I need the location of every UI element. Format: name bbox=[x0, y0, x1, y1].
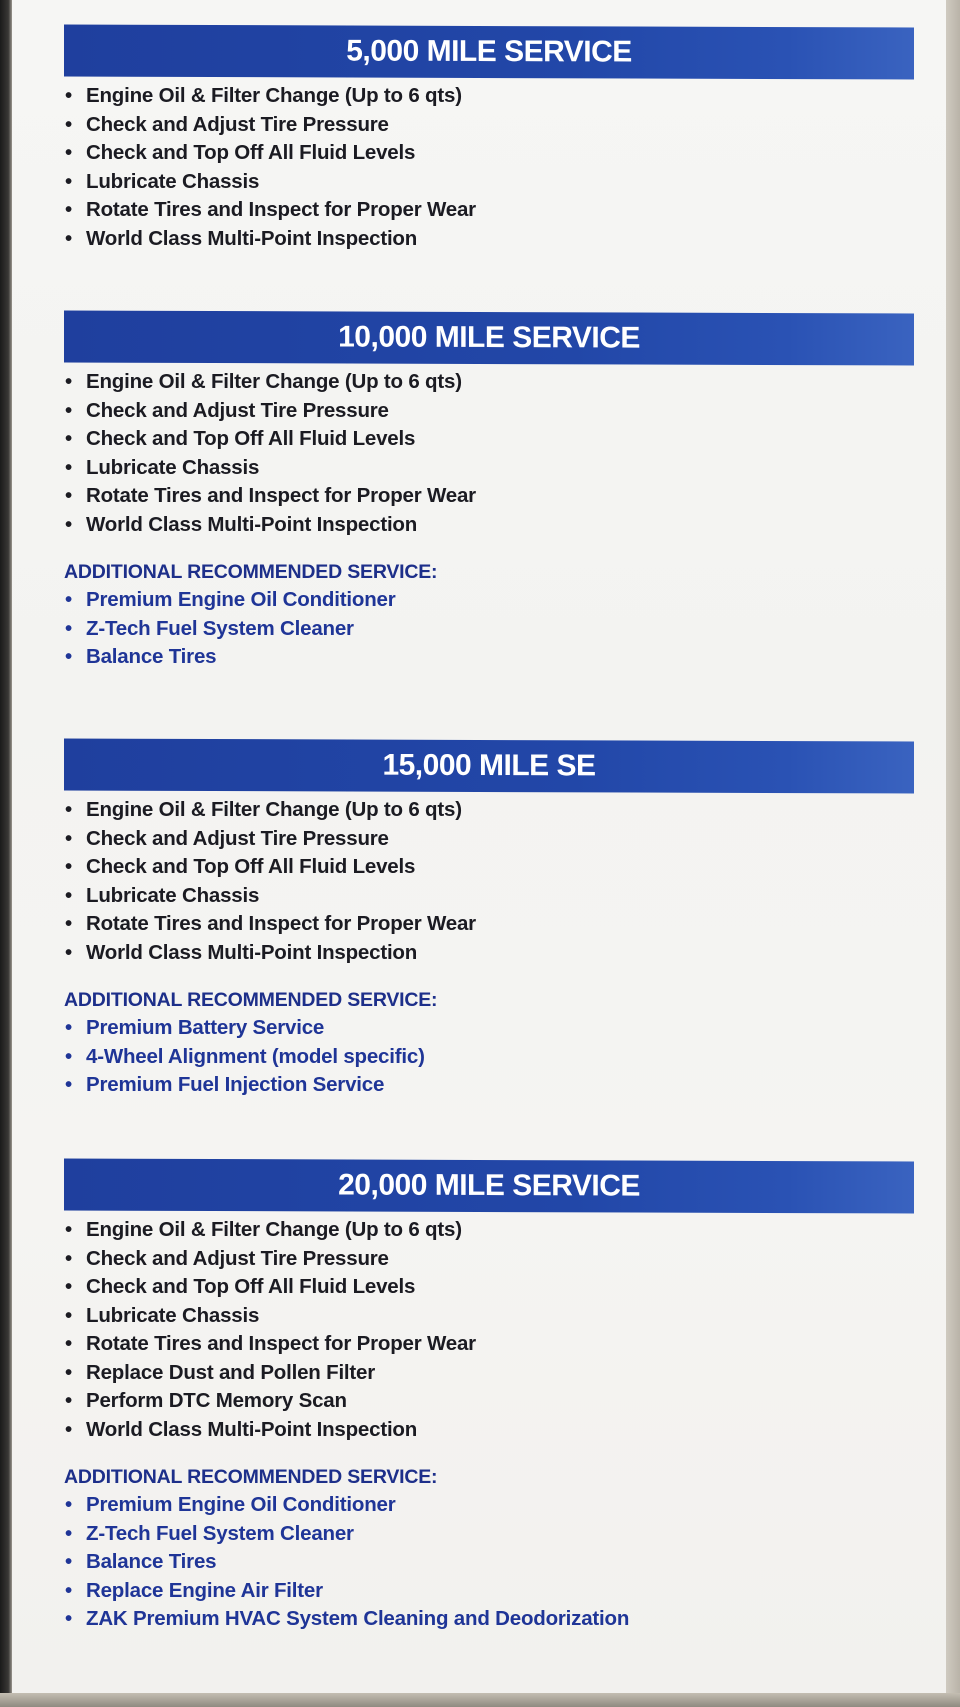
list-item: • Check and Top Off All Fluid Levels bbox=[64, 853, 914, 882]
list-item: • Rotate Tires and Inspect for Proper Wear bbox=[64, 482, 914, 511]
additional-service-list bbox=[64, 1491, 914, 1634]
list-item: • Z-Tech Fuel System Cleaner bbox=[64, 615, 914, 644]
photo-edge-left bbox=[0, 0, 12, 1707]
list-item: • Premium Engine Oil Conditioner bbox=[64, 586, 914, 615]
section-banner: 20,000 MILE SERVICE bbox=[64, 1159, 914, 1214]
list-item: • Replace Engine Air Filter bbox=[64, 1577, 914, 1606]
list-item: • Check and Top Off All Fluid Levels bbox=[64, 139, 914, 168]
service-section-5000 bbox=[64, 26, 914, 253]
list-item: • World Class Multi-Point Inspection bbox=[64, 511, 914, 540]
list-item: • Check and Top Off All Fluid Levels bbox=[64, 1273, 914, 1302]
additional-service-heading: ADDITIONAL RECOMMENDED SERVICE: bbox=[64, 561, 438, 583]
list-item: • Lubricate Chassis bbox=[64, 454, 914, 483]
list-item: • Premium Battery Service bbox=[64, 1014, 914, 1043]
list-item: • Engine Oil & Filter Change (Up to 6 qts) bbox=[64, 796, 914, 825]
service-section-20000 bbox=[64, 1160, 914, 1634]
list-item: • Engine Oil & Filter Change (Up to 6 qts) bbox=[64, 368, 914, 397]
list-item: • Lubricate Chassis bbox=[64, 168, 914, 197]
list-item: • 4-Wheel Alignment (model specific) bbox=[64, 1043, 914, 1072]
section-banner: 5,000 MILE SERVICE bbox=[64, 25, 914, 80]
list-item: • Rotate Tires and Inspect for Proper Wear bbox=[64, 910, 914, 939]
service-list bbox=[64, 368, 914, 539]
list-item: • Perform DTC Memory Scan bbox=[64, 1387, 914, 1416]
list-item: • Lubricate Chassis bbox=[64, 1302, 914, 1331]
additional-service-list bbox=[64, 1014, 914, 1100]
list-item: • Z-Tech Fuel System Cleaner bbox=[64, 1520, 914, 1549]
list-item: • Engine Oil & Filter Change (Up to 6 qts) bbox=[64, 82, 914, 111]
list-item: • Lubricate Chassis bbox=[64, 882, 914, 911]
section-banner: 10,000 MILE SERVICE bbox=[64, 311, 914, 366]
list-item: • Premium Engine Oil Conditioner bbox=[64, 1491, 914, 1520]
section-banner: 15,000 MILE SE bbox=[64, 739, 914, 794]
list-item: • Check and Adjust Tire Pressure bbox=[64, 825, 914, 854]
service-sheet bbox=[12, 0, 946, 1693]
list-item: • Rotate Tires and Inspect for Proper Wear bbox=[64, 196, 914, 225]
service-section-15000 bbox=[64, 740, 914, 1100]
list-item: • World Class Multi-Point Inspection bbox=[64, 1416, 914, 1445]
list-item: • Check and Top Off All Fluid Levels bbox=[64, 425, 914, 454]
photo-edge-right bbox=[946, 0, 960, 1707]
list-item: • Rotate Tires and Inspect for Proper Wear bbox=[64, 1330, 914, 1359]
additional-service-heading: ADDITIONAL RECOMMENDED SERVICE: bbox=[64, 1466, 438, 1488]
list-item: • World Class Multi-Point Inspection bbox=[64, 225, 914, 254]
list-item: • Check and Adjust Tire Pressure bbox=[64, 1245, 914, 1274]
additional-service-list bbox=[64, 586, 914, 672]
list-item: • ZAK Premium HVAC System Cleaning and Deodorization bbox=[64, 1605, 914, 1634]
service-section-10000 bbox=[64, 312, 914, 672]
list-item: • Balance Tires bbox=[64, 1548, 914, 1577]
list-item: • Premium Fuel Injection Service bbox=[64, 1071, 914, 1100]
service-list bbox=[64, 1216, 914, 1444]
list-item: • Check and Adjust Tire Pressure bbox=[64, 397, 914, 426]
service-list bbox=[64, 796, 914, 967]
list-item: • Replace Dust and Pollen Filter bbox=[64, 1359, 914, 1388]
list-item: • Engine Oil & Filter Change (Up to 6 qts) bbox=[64, 1216, 914, 1245]
list-item: • Balance Tires bbox=[64, 643, 914, 672]
service-list bbox=[64, 82, 914, 253]
photo-edge-bottom bbox=[0, 1693, 960, 1707]
list-item: • Check and Adjust Tire Pressure bbox=[64, 111, 914, 140]
additional-service-heading: ADDITIONAL RECOMMENDED SERVICE: bbox=[64, 989, 438, 1011]
list-item: • World Class Multi-Point Inspection bbox=[64, 939, 914, 968]
